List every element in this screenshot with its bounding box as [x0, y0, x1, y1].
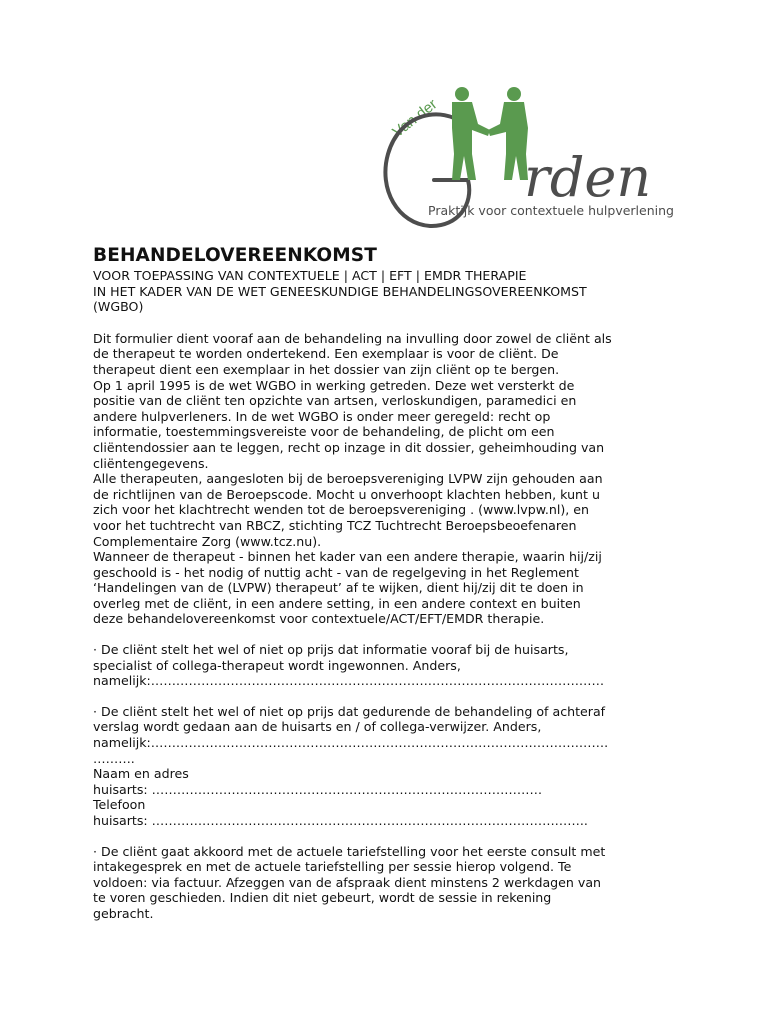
- text-line: cliëntendossier aan te leggen, recht op inzage in dit dossier, geheimhouding van: [93, 439, 605, 455]
- logo-letters-rden: rden: [524, 146, 652, 209]
- fill-in-line[interactable]: namelijk:………………………………………………………………………………………………: [93, 673, 605, 689]
- text-line: · De cliënt stelt het wel of niet op prijs dat gedurende de behandeling of achteraf: [93, 703, 606, 719]
- document-title: BEHANDELOVEREENKOMST: [93, 245, 377, 266]
- fill-in-line[interactable]: namelijk:……………………………………………………………………………………………….: [93, 735, 609, 751]
- handshake-figures-icon: [452, 87, 528, 180]
- text-line: verslag wordt gedaan aan de huisarts en / of collega-verwijzer. Anders,: [93, 719, 542, 735]
- subtitle-line: (WGBO): [93, 299, 144, 315]
- clause-tariffs: [93, 844, 693, 922]
- text-line: de therapeut te worden ondertekend. Een exemplaar is voor de cliënt. De: [93, 346, 559, 362]
- field-label: Naam en adres: [93, 766, 189, 782]
- text-line: · De cliënt gaat akkoord met de actuele tariefstelling voor het eerste consult met: [93, 843, 606, 859]
- logo-tagline: Praktijk voor contextuele hulpverlening: [428, 203, 674, 218]
- text-line: Wanneer de therapeut - binnen het kader van een andere therapie, waarin hij/zij: [93, 549, 602, 565]
- text-line: Op 1 april 1995 is de wet WGBO in werking getreden. Deze wet versterkt de: [93, 377, 575, 393]
- text-line: zich voor het klachtrecht wenden tot de beroepsvereniging . (www.lvpw.nl), en: [93, 502, 590, 518]
- text-line: positie van de cliënt ten opzichte van artsen, verloskundigen, paramedici en: [93, 393, 577, 409]
- text-line: ‘Handelingen van de (LVPW) therapeut’ af te wijken, dient hij/zij dit te doen in: [93, 580, 584, 596]
- text-line: overleg met de cliënt, in een andere setting, in een andere context en buiten: [93, 595, 581, 611]
- text-line: deze behandelovereenkomst voor contextuele/ACT/EFT/EMDR therapie.: [93, 611, 545, 627]
- text-line: Complementaire Zorg (www.tcz.nu).: [93, 533, 322, 549]
- text-line: voor het tuchtrecht van RBCZ, stichting TCZ Tuchtrecht Beroepsbeoefenaren: [93, 517, 577, 533]
- clause-prior-information: [93, 642, 693, 689]
- subtitle-line: IN HET KADER VAN DE WET GENEESKUNDIGE BEHANDELINGSOVEREENKOMST: [93, 283, 587, 299]
- logo-small-text: Van der: [389, 95, 441, 141]
- document-subtitle: [93, 268, 693, 315]
- text-line: · De cliënt stelt het wel of niet op prijs dat informatie vooraf bij de huisarts,: [93, 642, 569, 658]
- fill-in-continuation[interactable]: ……….: [93, 750, 135, 766]
- text-line: gebracht.: [93, 905, 154, 921]
- intro-paragraph: [93, 331, 693, 627]
- gp-name-address-field[interactable]: huisarts: …………………………………………………………………………………: [93, 781, 543, 797]
- text-line: andere hulpverleners. In de wet WGBO is onder meer geregeld: recht op: [93, 408, 551, 424]
- practice-logo: [372, 84, 682, 236]
- document-content: [93, 244, 693, 922]
- text-line: te voren geschieden. Indien dit niet gebeurt, wordt de sessie in rekening: [93, 890, 552, 906]
- text-line: intakegesprek en met de actuele tariefstelling per sessie hierop volgend. Te: [93, 859, 572, 875]
- text-line: Alle therapeuten, aangesloten bij de beroepsvereniging LVPW zijn gehouden aan: [93, 471, 603, 487]
- text-line: geschoold is - het nodig of nuttig acht - van de regelgeving in het Reglement: [93, 564, 579, 580]
- field-label: Telefoon: [93, 797, 146, 813]
- text-line: informatie, toestemmingsvereiste voor de behandeling, de plicht om een: [93, 424, 555, 440]
- text-line: specialist of collega-therapeut wordt ingewonnen. Anders,: [93, 657, 461, 673]
- logo-graphic: [372, 84, 682, 236]
- text-line: cliëntengegevens.: [93, 455, 209, 471]
- clause-reporting: [93, 704, 693, 829]
- text-line: therapeut dient een exemplaar in het dossier van zijn cliënt op te bergen.: [93, 361, 560, 377]
- text-line: Dit formulier dient vooraf aan de behandeling na invulling door zowel de cliënt als: [93, 330, 612, 346]
- gp-phone-field[interactable]: huisarts: …………………………………………………………………………………………..: [93, 813, 588, 828]
- text-line: de richtlijnen van de Beroepscode. Mocht u onverhoopt klachten hebben, kunt u: [93, 486, 600, 502]
- subtitle-line: VOOR TOEPASSING VAN CONTEXTUELE | ACT | EFT | EMDR THERAPIE: [93, 268, 527, 283]
- text-line: voldoen: via factuur. Afzeggen van de afspraak dient minstens 2 werkdagen van: [93, 874, 602, 890]
